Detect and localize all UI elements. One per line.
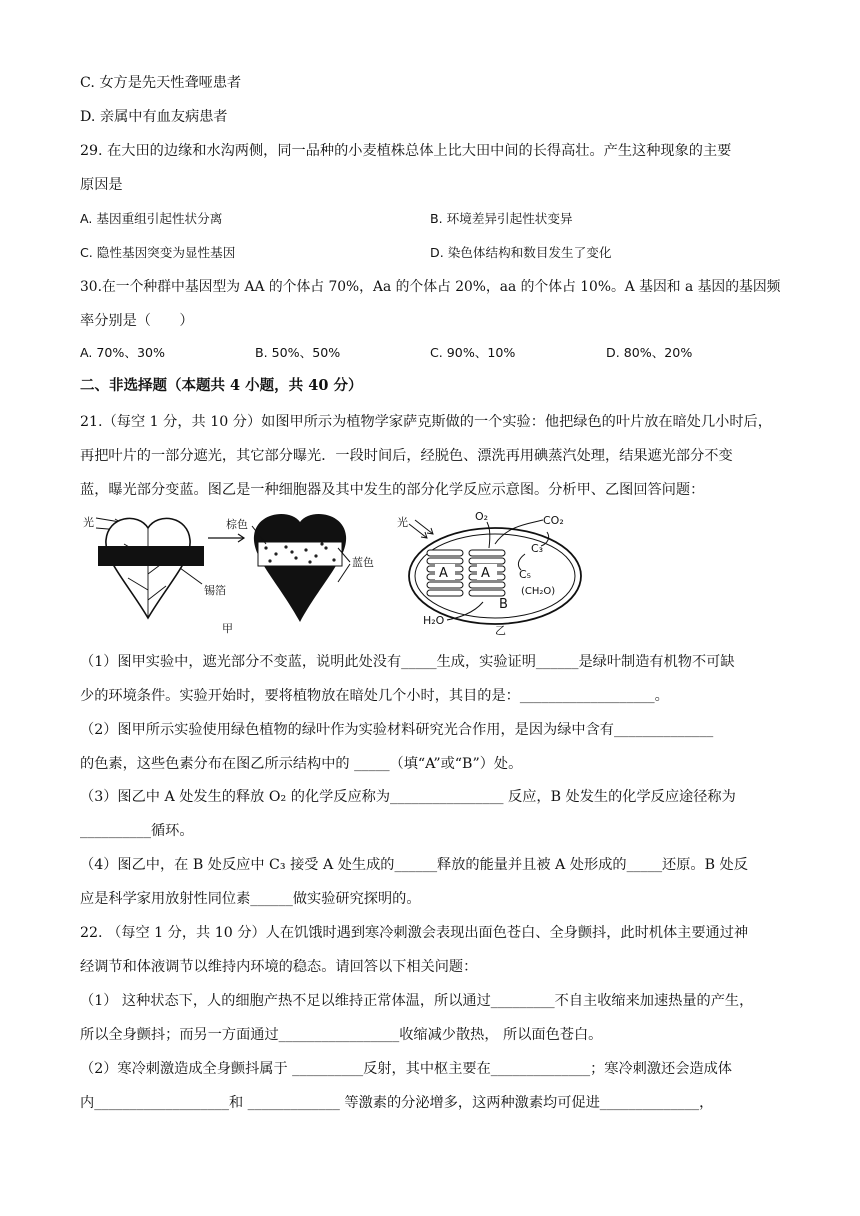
fig-a-label-2: A — [481, 566, 490, 581]
q21-p2-line2: 的色素，这些色素分布在图乙所示结构中的 _____（填“A”或“B”）处。 — [80, 756, 523, 772]
q30-option-c: C. 90%、10% — [430, 345, 516, 360]
fig-brown-label: 棕色 — [226, 518, 248, 531]
figure-jia — [80, 508, 380, 638]
fig-c5-label: C₅ — [519, 568, 532, 581]
fig-o2-label: O₂ — [475, 510, 489, 523]
q29-stem-line2: 原因是 — [80, 177, 123, 193]
leaf-shape-2 — [254, 514, 346, 622]
q30-option-d: D. 80%、20% — [606, 345, 693, 360]
q21-p2-line1: （2）图甲所示实验使用绿色植物的绿叶作为实验材料研究光合作用，是因为绿中含有______________ — [80, 722, 714, 738]
q29-option-c: C. 隐性基因突变为显性基因 — [80, 245, 236, 260]
fig-light-label-2: 光 — [397, 516, 408, 529]
q21-p1-line2: 少的环境条件。实验开始时，要将植物放在暗处几个小时，其目的是：___________________。 — [80, 688, 669, 704]
section-heading: 二、非选择题（本题共 4 小题，共 40 分） — [80, 377, 363, 394]
q22-p1-line1: （1） 这种状态下，人的细胞产热不足以维持正常体温，所以通过_________不自主收缩来加速热量的产生， — [80, 993, 754, 1009]
fig-b-label: B — [499, 597, 508, 612]
q21-p3-line1: （3）图乙中 A 处发生的释放 O₂ 的化学反应称为________________ 反应，B 处发生的化学反应途径称为 — [80, 789, 736, 805]
q21-intro-line1: 21.（每空 1 分，共 10 分）如图甲所示为植物学家萨克斯做的一个实验：他把绿色的叶片放在暗处几小时后， — [80, 414, 772, 430]
q30-option-a: A. 70%、30% — [80, 345, 165, 360]
q29-stem-line1: 29. 在大田的边缘和水沟两侧，同一品种的小麦植株总体上比大田中间的长得高壮。产生这种现象的主要 — [80, 143, 732, 159]
fig-light-label-1: 光 — [83, 516, 94, 529]
q21-p4-line1: （4）图乙中，在 B 处反应中 C₃ 接受 A 处生成的______释放的能量并且被 A 处形成的_____还原。B 处反 — [80, 857, 748, 873]
fig-jia-label: 甲 — [222, 622, 233, 635]
q21-p1-line1: （1）图甲实验中，遮光部分不变蓝，说明此处没有_____生成，实验证明______是绿叶制造有机物不可缺 — [80, 654, 735, 670]
foil-bar — [98, 546, 204, 566]
q30-option-b: B. 50%、50% — [255, 345, 341, 360]
q21-intro-line3: 蓝，曝光部分变蓝。图乙是一种细胞器及其中发生的部分化学反应示意图。分析甲、乙图回答问题： — [80, 482, 705, 498]
fig-blue-label: 蓝色 — [352, 556, 374, 569]
q22-p2-line2: 内___________________和 _____________ 等激素的分泌增多，这两种激素均可促进______________， — [80, 1095, 714, 1111]
q28-option-d: D. 亲属中有血友病患者 — [80, 109, 228, 125]
q21-intro-line2: 再把叶片的一部分遮光，其它部分曝光．一段时间后，经脱色、漂洗再用碘蒸汽处理，结果遮光部分不变 — [80, 448, 733, 464]
fig-yi-label: 乙 — [495, 624, 506, 637]
q22-p1-line2: 所以全身颤抖；而另一方面通过_________________收缩减少散热， 所以面色苍白。 — [80, 1027, 603, 1043]
q22-intro-line1: 22. （每空 1 分，共 10 分）人在饥饿时遇到寒冷刺激会表现出面色苍白、全身颤抖，此时机体主要通过神 — [80, 925, 749, 941]
q22-intro-line2: 经调节和体液调节以维持内环境的稳态。请回答以下相关问题： — [80, 959, 478, 975]
q21-p3-line2: __________循环。 — [80, 823, 194, 839]
q29-option-d: D. 染色体结构和数目发生了变化 — [430, 245, 612, 260]
figure-yi — [395, 504, 595, 638]
q29-option-b: B. 环境差异引起性状变异 — [430, 211, 573, 226]
q28-option-c: C. 女方是先天性聋哑患者 — [80, 75, 242, 91]
fig-foil-label: 锡箔 — [204, 584, 226, 597]
q22-p2-line1: （2）寒冷刺激造成全身颤抖属于 __________反射，其中枢主要在______________；寒冷刺激还会造成体 — [80, 1061, 732, 1077]
fig-c3-label: C₃ — [531, 542, 544, 555]
q30-stem-line2: 率分别是（ ） — [80, 313, 194, 329]
fig-co2-label: CO₂ — [543, 514, 564, 527]
q21-p4-line2: 应是科学家用放射性同位素______做实验研究探明的。 — [80, 891, 421, 907]
light-arrows-icon-2 — [409, 520, 433, 538]
q29-option-a: A. 基因重组引起性状分离 — [80, 211, 223, 226]
fig-ch2o-label: (CH₂O) — [521, 586, 556, 597]
fig-h2o-label: H₂O — [423, 614, 445, 627]
q30-stem-line1: 30.在一个种群中基因型为 AA 的个体占 70%，Aa 的个体占 20%，aa 的个体占 10%。A 基因和 a 基因的基因频 — [80, 279, 781, 295]
fig-a-label-1: A — [439, 566, 448, 581]
